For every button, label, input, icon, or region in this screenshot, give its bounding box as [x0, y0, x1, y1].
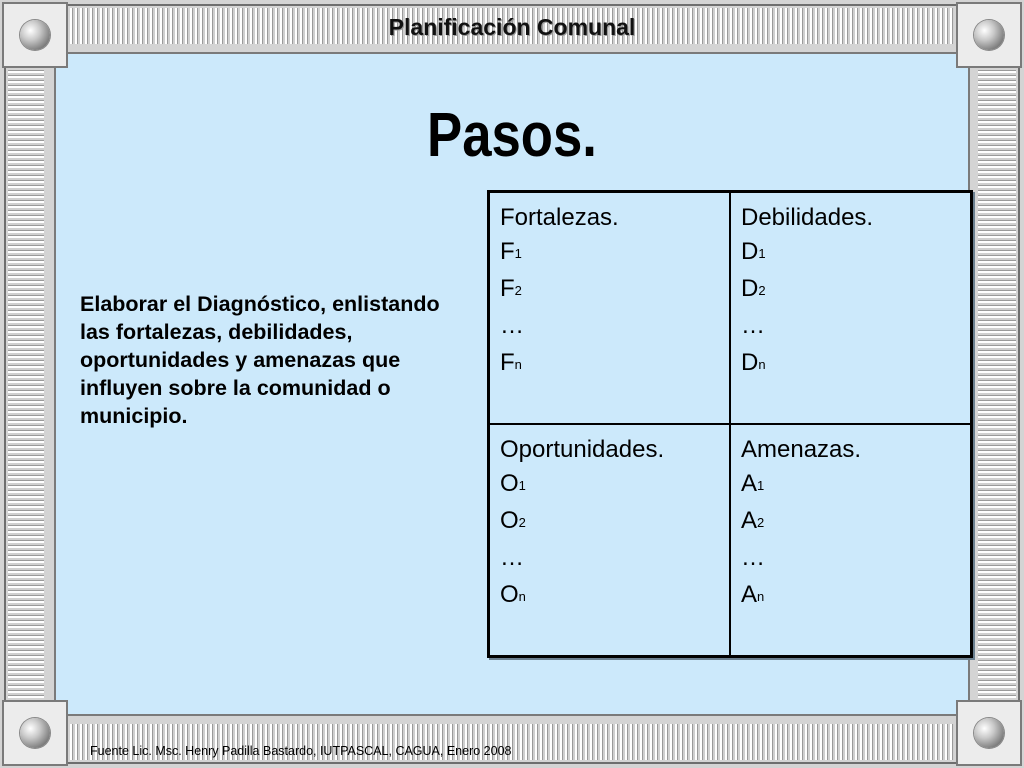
- swot-item: $O_1$: [500, 470, 526, 497]
- swot-item: …: [500, 544, 524, 571]
- swot-cell-oportunidades: [489, 424, 731, 657]
- swot-item: …: [741, 544, 765, 571]
- swot-item: $O_n$: [500, 581, 526, 608]
- corner-bottom-right: [956, 700, 1022, 766]
- swot-cell-debilidades: [730, 192, 972, 425]
- swot-heading-oportunidades: Oportunidades.: [500, 436, 665, 463]
- swot-heading-fortalezas: Fortalezas.: [500, 204, 619, 231]
- swot-item: $F_1$: [500, 238, 522, 265]
- swot-item: …: [741, 312, 765, 339]
- swot-item: …: [500, 312, 524, 339]
- swot-item: $F_n$: [500, 349, 522, 376]
- rivet-icon: [974, 718, 1004, 748]
- swot-item: $A_n$: [741, 581, 765, 608]
- swot-table: [487, 190, 973, 658]
- swot-item: $D_2$: [741, 275, 766, 302]
- swot-item: $A_1$: [741, 470, 765, 497]
- swot-item: $O_2$: [500, 507, 526, 534]
- slide-description: Elaborar el Diagnóstico, enlistando las fortalezas, debilidades, oportunidades y amenazas que influyen sobre la comunidad o municipio.: [80, 292, 440, 428]
- header-title: Planificación Comunal: [388, 14, 636, 40]
- swot-cell-fortalezas: [489, 192, 731, 425]
- swot-item: $D_n$: [741, 349, 766, 376]
- swot-cell-amenazas: [730, 424, 972, 657]
- rivet-icon: [20, 718, 50, 748]
- swot-item: $A_2$: [741, 507, 765, 534]
- corner-bottom-left: [2, 700, 68, 766]
- swot-heading-debilidades: Debilidades.: [741, 204, 874, 231]
- footer-source: Fuente Lic. Msc. Henry Padilla Bastardo, IUTPASCAL, CAGUA, Enero 2008: [90, 744, 512, 758]
- swot-item: $D_1$: [741, 238, 766, 265]
- slide-title: Pasos.: [427, 101, 597, 170]
- swot-heading-amenazas: Amenazas.: [741, 436, 862, 463]
- swot-item: $F_2$: [500, 275, 522, 302]
